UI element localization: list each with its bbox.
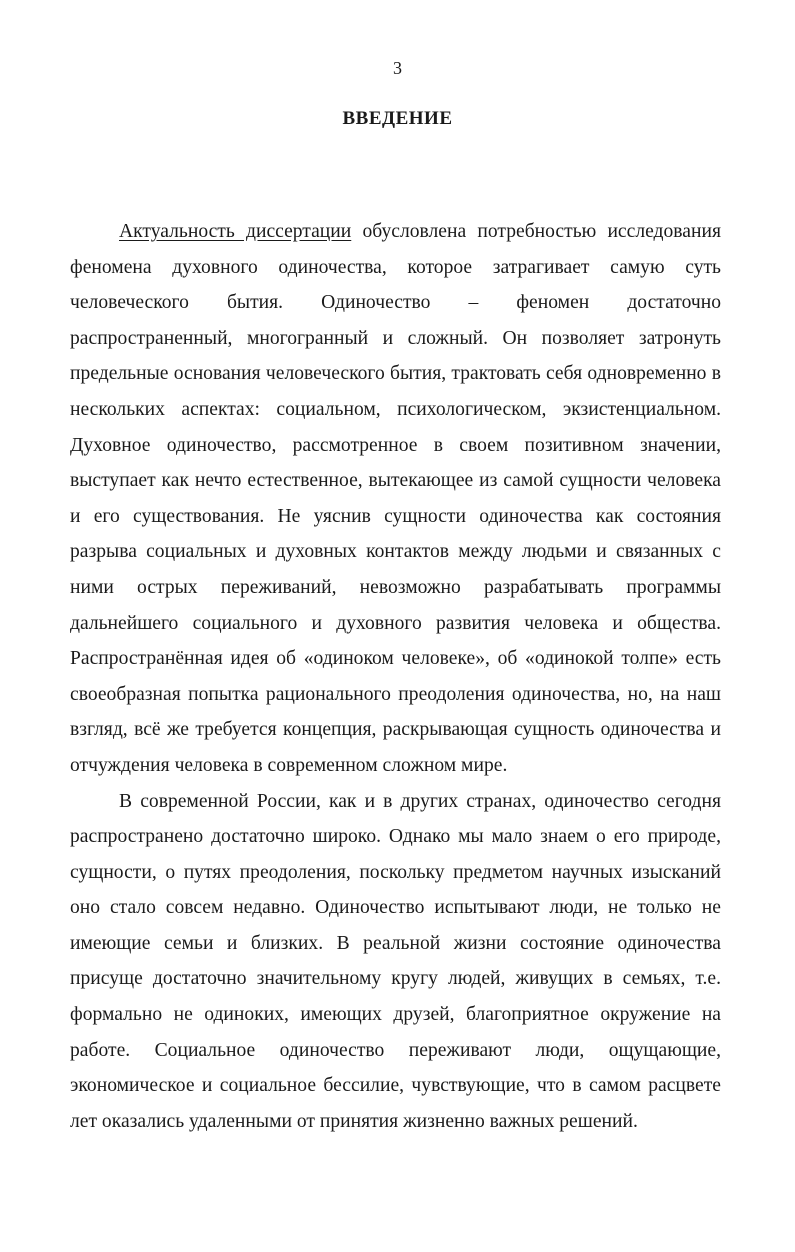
- section-heading: ВВЕДЕНИЕ: [342, 108, 453, 129]
- paragraph-text: обусловлена потребностью исследования феномена духовного одиночества, которое затрагивает самую суть человеческого бытия. Одиночество – феномен достаточно распространенный, многогранный и сложный. Он позволяет затронуть предельные основания человеческого бытия, трактовать себя одновременно в нескольких аспектах: социальном, психологическом, экзистенциальном. Духовное одиночество, рассмотренное в своем позитивном значении, выступает как нечто естественное, вытекающее из самой сущности человека и его существования. Не уяснив сущности одиночества как состояния разрыва социальных и духовных контактов между людьми и связанных с ними острых переживаний, невозможно разрабатывать программы дальнейшего социального и духовного развития человека и общества. Распространённая идея об «одиноком человеке», об «одинокой толпе» есть своеобразная попытка рационального преодоления одиночества, но, на наш взгляд, всё же требуется концепция, раскрывающая сущность одиночества и отчуждения человека в современном сложном мире.: [70, 221, 721, 776]
- paragraph-text: В современной России, как и в других странах, одиночество сегодня распространено достаточно широко. Однако мы мало знаем о его природе, сущности, о путях преодоления, поскольку предметом научных изысканий оно стало совсем недавно. Одиночество испытывают люди, не только не имеющие семьи и близких. В реальной жизни состояние одиночества присуще достаточно значительному кругу людей, живущих в семьях, т.е. формально не одиноких, имеющих друзей, благоприятное окружение на работе. Социальное одиночество переживают люди, ощущающие, экономическое и социальное бессилие, чувствующие, что в самом расцвете лет оказались удаленными от принятия жизненно важных решений.: [70, 790, 721, 1132]
- relevance-lead: Актуальность диссертации: [119, 221, 352, 242]
- paragraph-relevance: [70, 214, 721, 784]
- paragraph-russia: [70, 784, 721, 1140]
- page-number: 3: [393, 58, 402, 78]
- body-text: [70, 214, 721, 1139]
